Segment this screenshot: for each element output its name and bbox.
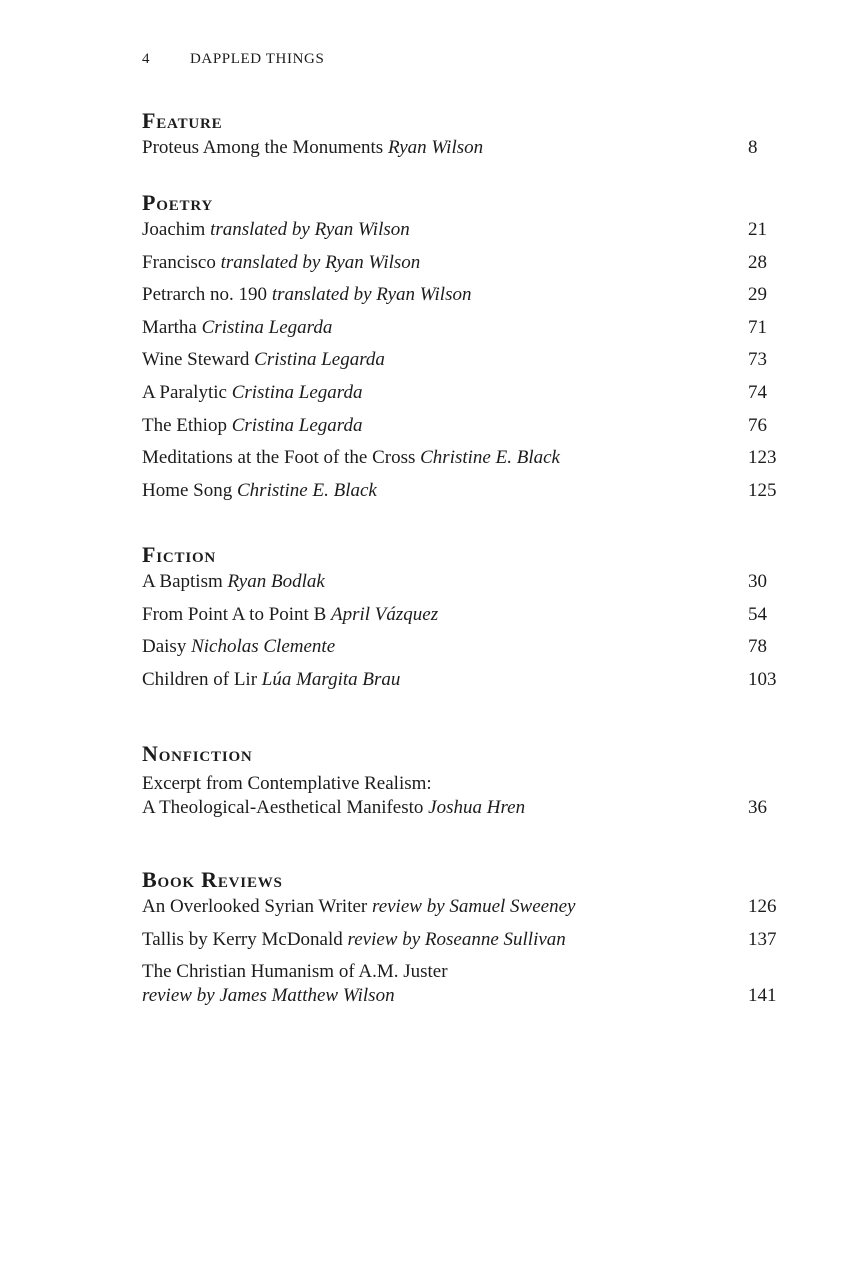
entry-author: review by Roseanne Sullivan <box>347 928 566 950</box>
entry-title: A Baptism <box>142 571 223 592</box>
toc-entry[interactable] <box>142 635 782 668</box>
toc-entry[interactable] <box>142 381 782 414</box>
entry-title: An Overlooked Syrian Writer <box>142 896 368 917</box>
toc-entry[interactable] <box>142 348 782 381</box>
entry-author: translated by Ryan Wilson <box>220 251 421 273</box>
entry-page: 30 <box>748 571 767 592</box>
entry-page: 126 <box>748 896 777 917</box>
section-title-feature: Feature <box>142 108 223 133</box>
toc-entry[interactable] <box>142 446 782 479</box>
entry-author: Cristina Legarda <box>254 349 385 371</box>
entry-page: 73 <box>748 349 767 371</box>
entry-page: 21 <box>748 219 767 240</box>
running-head <box>142 51 324 68</box>
entry-title-line1: Excerpt from Contemplative Realism: <box>142 773 432 794</box>
toc-entry[interactable] <box>142 603 782 636</box>
entry-author: Ryan Bodlak <box>227 571 325 592</box>
entry-title: Meditations at the Foot of the Cross <box>142 447 416 469</box>
entry-author: Cristina Legarda <box>231 381 363 403</box>
entry-title-line2: A Theological-Aesthetical Manifesto <box>142 797 424 818</box>
entry-page: 137 <box>748 928 777 950</box>
entry-title: The Ethiop <box>142 414 227 436</box>
entry-author: Cristina Legarda <box>231 414 363 436</box>
entry-page: 54 <box>748 603 767 625</box>
entry-title: Petrarch no. 190 <box>142 284 268 306</box>
entry-page: 123 <box>748 447 777 469</box>
toc-entry[interactable] <box>142 136 782 169</box>
entry-title: Daisy <box>142 636 187 658</box>
toc-entry[interactable] <box>142 218 782 251</box>
entry-page: 125 <box>748 479 777 501</box>
entry-title: From Point A to Point B <box>142 603 327 625</box>
entry-author: Cristina Legarda <box>201 316 333 338</box>
entry-title: Wine Steward <box>142 349 250 371</box>
toc-entry[interactable] <box>142 570 782 603</box>
section-title-nonfiction: Nonfiction <box>142 741 253 766</box>
entry-author: Nicholas Clemente <box>191 636 336 658</box>
toc-entry[interactable] <box>142 668 782 701</box>
journal-title: DAPPLED THINGS <box>190 51 325 67</box>
entry-author: translated by Ryan Wilson <box>271 284 472 306</box>
entry-page: 74 <box>748 381 767 403</box>
toc-entry[interactable] <box>142 251 782 284</box>
entry-page: 28 <box>748 251 767 273</box>
section-title-book-reviews: Book Reviews <box>142 867 283 892</box>
toc-entry[interactable] <box>142 316 782 349</box>
entry-page: 36 <box>748 797 767 818</box>
entry-title-line1: The Christian Humanism of A.M. Juster <box>142 961 448 983</box>
section-book-reviews <box>142 867 782 1008</box>
entry-author: Joshua Hren <box>428 797 526 818</box>
entry-author: Christine E. Black <box>237 479 377 501</box>
toc-entry[interactable] <box>142 479 782 512</box>
entry-page: 78 <box>748 636 767 658</box>
entry-title: Proteus Among the Monuments <box>142 137 384 158</box>
toc-entry[interactable] <box>142 928 782 961</box>
section-title-poetry: Poetry <box>142 190 214 215</box>
entry-page: 29 <box>748 284 767 306</box>
toc-entry[interactable] <box>142 960 782 1008</box>
entry-page: 141 <box>748 985 777 1007</box>
entry-title: A Paralytic <box>142 381 227 403</box>
entry-author: review by Samuel Sweeney <box>372 896 576 917</box>
entry-title: Children of Lir <box>142 668 258 690</box>
entry-title: Tallis by Kerry McDonald <box>142 928 343 950</box>
toc-entry[interactable] <box>142 895 782 928</box>
entry-author: Lúa Margita Brau <box>261 668 401 690</box>
page-number: 4 <box>142 51 151 67</box>
entry-author: Ryan Wilson <box>387 137 484 158</box>
toc-entry[interactable] <box>142 283 782 316</box>
entry-page: 8 <box>748 137 758 158</box>
entry-author: Christine E. Black <box>420 447 560 469</box>
entry-page: 71 <box>748 316 767 338</box>
section-nonfiction <box>142 741 782 820</box>
section-title-fiction: Fiction <box>142 542 217 567</box>
section-poetry <box>142 190 782 511</box>
toc-entry[interactable] <box>142 772 782 820</box>
entry-title: Joachim <box>142 219 206 240</box>
entry-title: Martha <box>142 316 197 338</box>
section-feature <box>142 108 782 169</box>
entry-title: Francisco <box>142 251 216 273</box>
entry-author: review by James Matthew Wilson <box>142 985 395 1007</box>
entry-page: 103 <box>748 668 777 690</box>
section-fiction <box>142 542 782 700</box>
entry-page: 76 <box>748 414 767 436</box>
entry-author: April Vázquez <box>331 603 439 625</box>
toc-entry[interactable] <box>142 414 782 447</box>
entry-author: translated by Ryan Wilson <box>210 219 410 240</box>
entry-title: Home Song <box>142 479 233 501</box>
